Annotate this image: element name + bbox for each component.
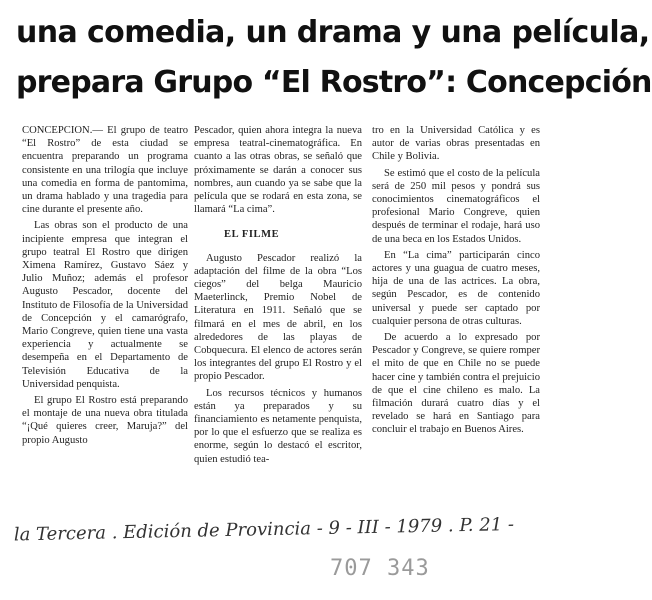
headline (16, 8, 652, 120)
column-2 (194, 124, 362, 469)
paragraph: Se estimó que el costo de la película será de 250 mil pesos y pondrá sus conocimientos cinematográficos el profesional Mario Congreve, quien después de terminar el rodaje, hará uso de una beca en los Estados Unidos. (372, 167, 540, 245)
handwritten-source-note: la Tercera . Edición de Provincia - 9 - III - 1979 . P. 21 - (13, 513, 515, 546)
column-1 (22, 124, 188, 450)
paragraph: CONCEPCION.— El grupo de teatro “El Rostro” de esta ciudad se encuentra preparando un programa consistente en una trilogía que incluye una comedia en forma de pantomima, un drama hablado y una tragedia para cine durante el presente año. (22, 125, 188, 216)
paragraph: Pescador, quien ahora integra la nueva empresa teatral-cinematográfica. En cuanto a las otras obras, se señaló que próximamente se darán a conocer sus nombres, aun cuando ya se sabe que la película que se rodará en esta zona, se llamará “La cima”. (194, 125, 362, 216)
headline-line-1: una comedia, un drama y una película, (16, 15, 650, 50)
paragraph: Las obras son el producto de una incipiente empresa que integran el grupo teatral El Rostro que dirigen Ximena Ramírez, Gustavo Sáez y Julio Muñoz; además el profesor Augusto Pescador, docente del Instituto de Filosofía de la Universidad de Concepción y el camarógrafo, Mario Congreve, quien tiene una vasta experiencia y actualmente se desempeña en el Departamento de Televisión Educativa de la Universidad penquista. (22, 220, 188, 390)
paragraph: Augusto Pescador realizó la adaptación del filme de la obra “Los ciegos” del belga Mauricio Maeterlinck, Premio Nobel de Literatura en 1911. Señaló que se filmará en el mes de abril, en los alrededores de las playas de Cobquecura. El elenco de actores serán los integrantes del grupo El Rostro y el propio Pescador. (194, 252, 362, 383)
reference-number: 707 343 (330, 556, 430, 581)
paragraph: De acuerdo a lo expresado por Pescador y Congreve, se quiere romper el mito de que en Chile no se puede hacer cine y también contra el prejuicio de que el cine chileno es malo. La filmación durará cuatro días y el revelado se hará en Santiago para concluir el trabajo en Buenos Aires. (372, 332, 540, 436)
paragraph: Los recursos técnicos y humanos están ya preparados y su financiamiento es netamente penquista, por lo que el esfuerzo que se realiza es enorme, según lo destacó el escritor, quien estudió tea- (194, 387, 362, 465)
column-3 (372, 124, 540, 440)
headline-line-2: prepara Grupo “El Rostro”: Concepción (16, 65, 652, 100)
paragraph: El grupo El Rostro está preparando el montaje de una nueva obra titulada “¡Qué quieres creer, Maruja?” del propio Augusto (22, 395, 188, 446)
paragraph: En “La cima” participarán cinco actores y una guagua de cuatro meses, hija de una de las actrices. La obra, según Pescador, es de contenido universal y puede ser captado por cualquier persona de otras culturas. (372, 249, 540, 327)
subheading: EL FILME (224, 229, 280, 241)
paragraph: tro en la Universidad Católica y es autor de varias obras presentadas en Chile y Bolivia. (372, 125, 540, 163)
